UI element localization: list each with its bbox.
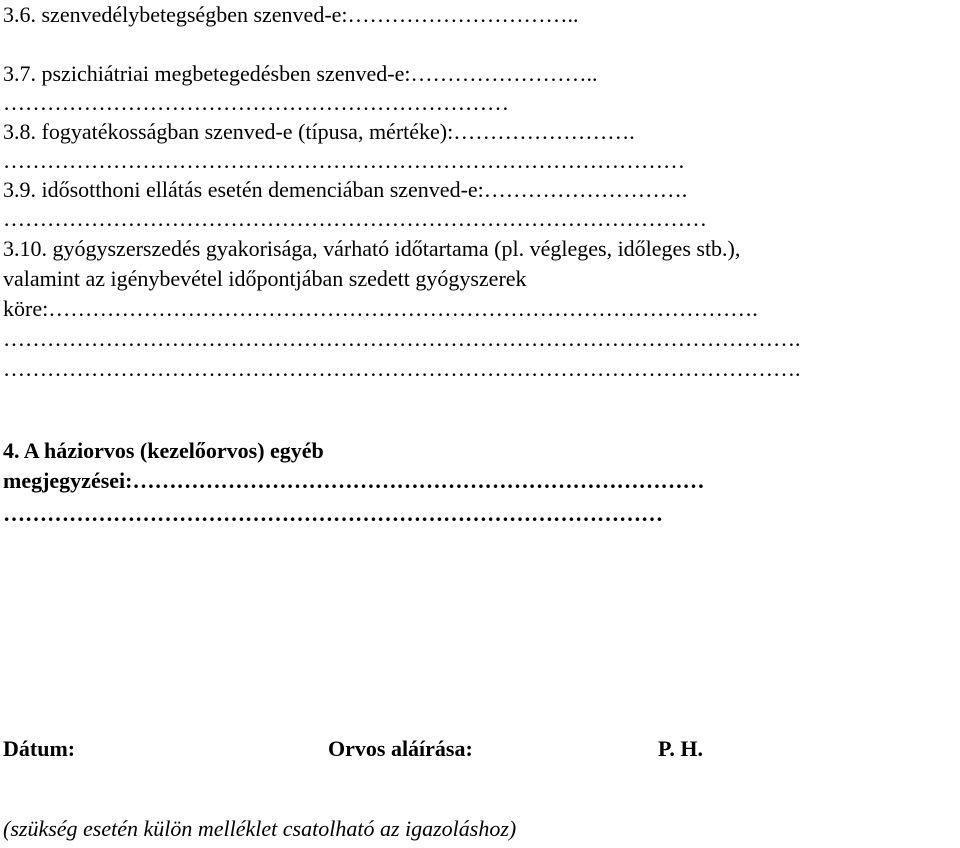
question-3-9-continuation: …………………………………………………………………………………… [3, 206, 707, 231]
question-3-6: 3.6. szenvedélybetegségben szenved-e:………………………….. [3, 2, 579, 27]
question-3-7-continuation: …………………………………………………………… [3, 90, 509, 115]
date-label: Dátum: [3, 736, 76, 761]
question-3-8-continuation: ………………………………………………………………………………… [3, 148, 685, 173]
question-3-10-line-3: köre:……………………………………………………………………………………. [3, 296, 758, 321]
question-3-10-line-1: 3.10. gyógyszerszedés gyakorisága, várható időtartama (pl. végleges, időleges stb.), [3, 236, 741, 261]
question-3-10-line-2: valamint az igénybevétel időpontjában szedett gyógyszerek [3, 266, 527, 291]
attachment-note: (szükség esetén külön melléklet csatolható az igazoláshoz) [3, 816, 517, 841]
question-3-7: 3.7. pszichiátriai megbetegedésben szenved-e:…………………….. [3, 61, 598, 86]
section-4-remarks-line-1: megjegyzései:…………………………………………………………………… [3, 468, 705, 493]
section-4-heading: 4. A háziorvos (kezelőorvos) egyéb [3, 438, 324, 463]
question-3-10-line-4: ………………………………………………………………………………………………. [3, 326, 801, 351]
question-3-8: 3.8. fogyatékosságban szenved-e (típusa, mértéke):……………………. [3, 119, 635, 144]
doctor-signature-label: Orvos aláírása: [328, 736, 473, 761]
question-3-10-line-5: ………………………………………………………………………………………………. [3, 356, 801, 381]
stamp-label: P. H. [658, 736, 704, 761]
question-3-9: 3.9. idősotthoni ellátás esetén demenciában szenved-e:………………………. [3, 177, 688, 202]
section-4-remarks-line-2: ……………………………………………………………………………… [3, 501, 663, 526]
